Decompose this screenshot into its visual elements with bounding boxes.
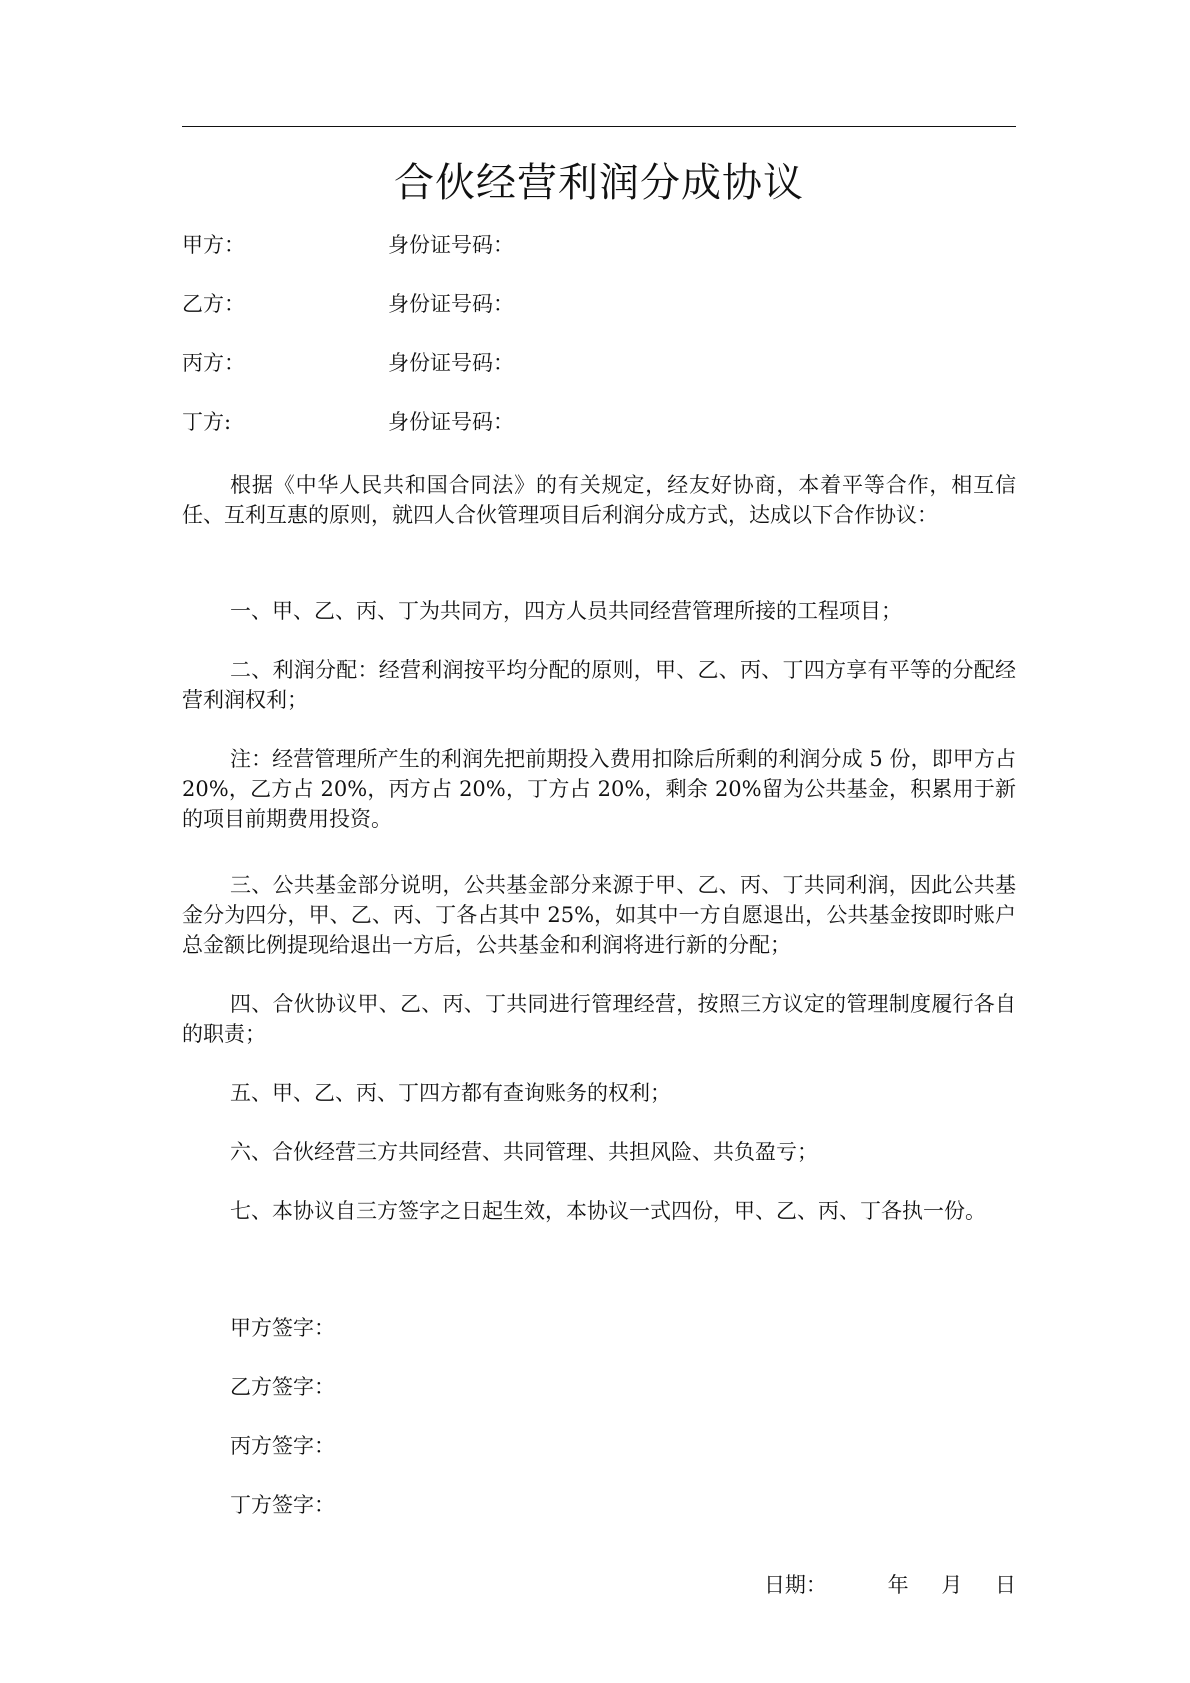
date-label: 日期： xyxy=(763,1573,827,1597)
clause-4: 四、合伙协议甲、乙、丙、丁共同进行管理经营，按照三方议定的管理制度履行各自的职责； xyxy=(182,992,1016,1046)
preamble-paragraph: 根据《中华人民共和国合同法》的有关规定，经友好协商，本着平等合作，相互信任、互利互惠的原则，就四人合伙管理项目后利润分成方式，达成以下合作协议： xyxy=(182,473,1016,527)
clause-3: 三、公共基金部分说明，公共基金部分来源于甲、乙、丙、丁共同利润，因此公共基金分为四分，甲、乙、丙、丁各占其中 25%，如其中一方自愿退出，公共基金按即时账户总金额比例提现给退出一方后，公共基金和利润将进行新的分配； xyxy=(182,873,1016,957)
clause-6: 六、合伙经营三方共同经营、共同管理、共担风险、共负盈亏； xyxy=(230,1140,818,1164)
party-name: 乙方： xyxy=(182,292,245,316)
party-name: 丙方： xyxy=(182,351,245,375)
party-id-label: 身份证号码： xyxy=(388,292,514,316)
signature-line-b: 乙方签字： xyxy=(230,1375,335,1399)
document-title: 合伙经营利润分成协议 xyxy=(394,160,804,206)
party-id-label: 身份证号码： xyxy=(388,351,514,375)
date-line xyxy=(764,1570,1016,1600)
party-row-d xyxy=(182,407,1016,437)
signature-line-a: 甲方签字： xyxy=(230,1316,335,1340)
document-page xyxy=(182,0,1016,1683)
party-name: 丁方: xyxy=(182,410,232,434)
clause-7: 七、本协议自三方签字之日起生效，本协议一式四份，甲、乙、丙、丁各执一份。 xyxy=(230,1199,986,1223)
clause-2: 二、利润分配：经营利润按平均分配的原则，甲、乙、丙、丁四方享有平等的分配经营利润权利； xyxy=(182,658,1016,712)
party-row-c xyxy=(182,348,1016,378)
clause-1: 一、甲、乙、丙、丁为共同方，四方人员共同经营管理所接的工程项目； xyxy=(230,599,902,623)
signature-line-d: 丁方签字： xyxy=(230,1493,335,1517)
date-day: 日 xyxy=(995,1573,1016,1597)
party-id-label: 身份证号码： xyxy=(388,233,514,257)
party-row-a xyxy=(182,230,1016,260)
header-rule xyxy=(182,126,1016,127)
party-row-b xyxy=(182,289,1016,319)
clause-note: 注：经营管理所产生的利润先把前期投入费用扣除后所剩的利润分成 5 份，即甲方占 20%，乙方占 20%，丙方占 20%，丁方占 20%，剩余 20%留为公共基金，积累用于新的项目前期费用投资。 xyxy=(182,747,1016,831)
clause-5: 五、甲、乙、丙、丁四方都有查询账务的权利； xyxy=(230,1081,671,1105)
date-month: 月 xyxy=(941,1573,963,1597)
date-year: 年 xyxy=(887,1573,909,1597)
signature-line-c: 丙方签字： xyxy=(230,1434,335,1458)
party-name: 甲方： xyxy=(182,233,245,257)
party-id-label: 身份证号码： xyxy=(388,410,514,434)
